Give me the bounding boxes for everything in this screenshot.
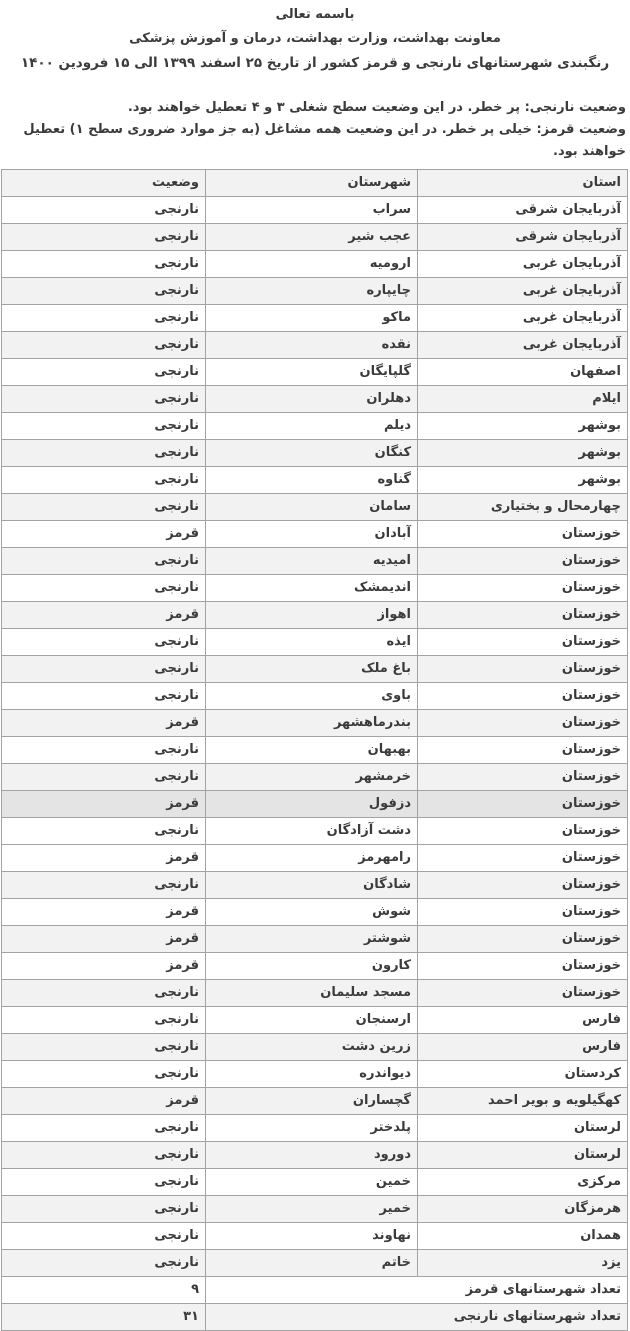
province-cell: خوزستان <box>418 980 628 1007</box>
status-cell: نارنجی <box>2 440 206 467</box>
county-cell: اهواز <box>206 602 418 629</box>
table-row <box>2 548 628 575</box>
status-cell: نارنجی <box>2 737 206 764</box>
orange-status-note: وضعیت نارنجی: پر خطر. در این وضعیت سطح شغلی ۳ و ۴ تعطیل خواهند بود. <box>127 100 626 115</box>
county-cell: سامان <box>206 494 418 521</box>
table-row <box>2 1250 628 1277</box>
red-count-row <box>2 1277 628 1304</box>
province-cell: بوشهر <box>418 467 628 494</box>
page-title: رنگبندی شهرستانهای نارنجی و قرمز کشور از تاریخ ۲۵ اسفند ۱۳۹۹ الی ۱۵ فرودین ۱۴۰۰ <box>20 55 610 71</box>
status-cell: قرمز <box>2 953 206 980</box>
province-cell: خوزستان <box>418 872 628 899</box>
status-cell: نارنجی <box>2 1196 206 1223</box>
status-cell: نارنجی <box>2 1034 206 1061</box>
province-cell: کهگیلویه و بویر احمد <box>418 1088 628 1115</box>
province-cell: ایلام <box>418 386 628 413</box>
status-cell: نارنجی <box>2 278 206 305</box>
province-cell: فارس <box>418 1007 628 1034</box>
status-cell: قرمز <box>2 602 206 629</box>
status-cell: نارنجی <box>2 305 206 332</box>
province-cell: آذربایجان غربی <box>418 332 628 359</box>
county-cell: ایذه <box>206 629 418 656</box>
table-row <box>2 1034 628 1061</box>
county-cell: شوش <box>206 899 418 926</box>
province-cell: چهارمحال و بختیاری <box>418 494 628 521</box>
status-cell: نارنجی <box>2 872 206 899</box>
status-cell: نارنجی <box>2 1169 206 1196</box>
county-cell: ماکو <box>206 305 418 332</box>
county-cell: زرین دشت <box>206 1034 418 1061</box>
status-cell: نارنجی <box>2 197 206 224</box>
table-row <box>2 899 628 926</box>
county-cell: گلپایگان <box>206 359 418 386</box>
province-cell: هرمزگان <box>418 1196 628 1223</box>
status-cell: نارنجی <box>2 1115 206 1142</box>
county-cell: دشت آزادگان <box>206 818 418 845</box>
status-cell: نارنجی <box>2 548 206 575</box>
province-cell: خوزستان <box>418 791 628 818</box>
table-row <box>2 629 628 656</box>
province-cell: فارس <box>418 1034 628 1061</box>
province-cell: لرستان <box>418 1142 628 1169</box>
county-cell: باغ ملک <box>206 656 418 683</box>
table-row <box>2 278 628 305</box>
status-cell: نارنجی <box>2 413 206 440</box>
status-cell: نارنجی <box>2 683 206 710</box>
province-cell: خوزستان <box>418 737 628 764</box>
county-cell: کنگان <box>206 440 418 467</box>
table-row <box>2 791 628 818</box>
table-row <box>2 953 628 980</box>
county-cell: مسجد سلیمان <box>206 980 418 1007</box>
table-row <box>2 818 628 845</box>
status-cell: قرمز <box>2 791 206 818</box>
table-row <box>2 926 628 953</box>
table-row <box>2 1115 628 1142</box>
county-cell: خاتم <box>206 1250 418 1277</box>
status-notes <box>4 97 626 163</box>
table-row <box>2 872 628 899</box>
table-row <box>2 224 628 251</box>
status-cell: قرمز <box>2 899 206 926</box>
table-row <box>2 440 628 467</box>
county-cell: رامهرمز <box>206 845 418 872</box>
summary-label: تعداد شهرستانهای قرمز <box>206 1277 628 1304</box>
status-cell: نارنجی <box>2 251 206 278</box>
table-row <box>2 305 628 332</box>
province-cell: یزد <box>418 1250 628 1277</box>
province-cell: آذربایجان شرقی <box>418 197 628 224</box>
table-row <box>2 575 628 602</box>
invocation-line: باسمه تعالی <box>275 7 355 22</box>
table-row <box>2 1007 628 1034</box>
document-header <box>0 0 630 71</box>
province-cell: لرستان <box>418 1115 628 1142</box>
county-cell: آبادان <box>206 521 418 548</box>
table-row <box>2 656 628 683</box>
status-cell: نارنجی <box>2 1223 206 1250</box>
table-row <box>2 467 628 494</box>
county-cell: خمین <box>206 1169 418 1196</box>
status-cell: نارنجی <box>2 980 206 1007</box>
province-cell: خوزستان <box>418 656 628 683</box>
province-cell: خوزستان <box>418 953 628 980</box>
table-header-row <box>2 170 628 197</box>
table-row <box>2 980 628 1007</box>
county-cell: خمیر <box>206 1196 418 1223</box>
status-cell: نارنجی <box>2 1250 206 1277</box>
province-cell: خوزستان <box>418 710 628 737</box>
county-cell: بهبهان <box>206 737 418 764</box>
table-row <box>2 1169 628 1196</box>
status-cell: نارنجی <box>2 467 206 494</box>
province-cell: خوزستان <box>418 683 628 710</box>
county-cell: خرمشهر <box>206 764 418 791</box>
province-cell: آذربایجان غربی <box>418 305 628 332</box>
table-body <box>2 197 628 1331</box>
county-cell: دیلم <box>206 413 418 440</box>
table-row <box>2 1088 628 1115</box>
county-cell: امیدیه <box>206 548 418 575</box>
table-row <box>2 413 628 440</box>
summary-value: ۹ <box>2 1277 206 1304</box>
status-cell: قرمز <box>2 1088 206 1115</box>
county-cell: دیواندره <box>206 1061 418 1088</box>
county-cell: شادگان <box>206 872 418 899</box>
column-header-status: وضعیت <box>2 170 206 197</box>
province-cell: خوزستان <box>418 926 628 953</box>
table-row <box>2 1196 628 1223</box>
status-cell: نارنجی <box>2 575 206 602</box>
table-row <box>2 1142 628 1169</box>
table-row <box>2 1223 628 1250</box>
county-cell: ارسنجان <box>206 1007 418 1034</box>
county-cell: نقده <box>206 332 418 359</box>
county-cell: دهلران <box>206 386 418 413</box>
table-row <box>2 332 628 359</box>
province-cell: کردستان <box>418 1061 628 1088</box>
table-row <box>2 710 628 737</box>
province-cell: همدان <box>418 1223 628 1250</box>
county-cell: نهاوند <box>206 1223 418 1250</box>
status-cell: قرمز <box>2 926 206 953</box>
county-cell: عجب شیر <box>206 224 418 251</box>
table-row <box>2 845 628 872</box>
table-row <box>2 602 628 629</box>
table-row <box>2 521 628 548</box>
status-cell: نارنجی <box>2 656 206 683</box>
province-cell: آذربایجان شرقی <box>418 224 628 251</box>
county-cell: بندرماهشهر <box>206 710 418 737</box>
county-cell: دورود <box>206 1142 418 1169</box>
province-cell: بوشهر <box>418 413 628 440</box>
table-row <box>2 359 628 386</box>
county-cell: چایپاره <box>206 278 418 305</box>
province-cell: اصفهان <box>418 359 628 386</box>
status-cell: نارنجی <box>2 629 206 656</box>
status-cell: نارنجی <box>2 1061 206 1088</box>
summary-value: ۳۱ <box>2 1304 206 1331</box>
province-cell: خوزستان <box>418 602 628 629</box>
county-cell: دزفول <box>206 791 418 818</box>
county-cell: پلدختر <box>206 1115 418 1142</box>
county-cell: باوی <box>206 683 418 710</box>
province-cell: خوزستان <box>418 845 628 872</box>
province-cell: خوزستان <box>418 629 628 656</box>
status-cell: قرمز <box>2 521 206 548</box>
table-row <box>2 386 628 413</box>
province-cell: خوزستان <box>418 818 628 845</box>
province-cell: خوزستان <box>418 548 628 575</box>
table-row <box>2 197 628 224</box>
status-cell: نارنجی <box>2 1007 206 1034</box>
province-cell: خوزستان <box>418 764 628 791</box>
table-row <box>2 494 628 521</box>
table-row <box>2 764 628 791</box>
table-row <box>2 683 628 710</box>
table-row <box>2 1061 628 1088</box>
status-cell: نارنجی <box>2 764 206 791</box>
county-cell: گناوه <box>206 467 418 494</box>
province-cell: بوشهر <box>418 440 628 467</box>
column-header-county: شهرستان <box>206 170 418 197</box>
county-cell: شوشتر <box>206 926 418 953</box>
county-color-table <box>1 169 628 1331</box>
county-cell: کارون <box>206 953 418 980</box>
status-cell: قرمز <box>2 710 206 737</box>
red-status-note: وضعیت قرمز: خیلی پر خطر. در این وضعیت همه مشاغل (به جز موارد ضروری سطح ۱) تعطیل خواهند بود. <box>23 122 626 159</box>
province-cell: خوزستان <box>418 899 628 926</box>
status-cell: نارنجی <box>2 359 206 386</box>
county-cell: سراب <box>206 197 418 224</box>
table-row <box>2 251 628 278</box>
province-cell: خوزستان <box>418 575 628 602</box>
ministry-subtitle: معاونت بهداشت، وزارت بهداشت، درمان و آموزش پزشکی <box>129 31 501 46</box>
status-cell: نارنجی <box>2 224 206 251</box>
status-cell: نارنجی <box>2 386 206 413</box>
province-cell: آذربایجان غربی <box>418 278 628 305</box>
status-cell: نارنجی <box>2 1142 206 1169</box>
province-cell: خوزستان <box>418 521 628 548</box>
status-cell: نارنجی <box>2 494 206 521</box>
county-cell: اندیمشک <box>206 575 418 602</box>
summary-label: تعداد شهرستانهای نارنجی <box>206 1304 628 1331</box>
table-row <box>2 737 628 764</box>
county-cell: گچساران <box>206 1088 418 1115</box>
status-cell: نارنجی <box>2 818 206 845</box>
county-cell: ارومیه <box>206 251 418 278</box>
status-cell: نارنجی <box>2 332 206 359</box>
orange-count-row <box>2 1304 628 1331</box>
status-cell: قرمز <box>2 845 206 872</box>
province-cell: مرکزی <box>418 1169 628 1196</box>
province-cell: آذربایجان غربی <box>418 251 628 278</box>
column-header-province: استان <box>418 170 628 197</box>
